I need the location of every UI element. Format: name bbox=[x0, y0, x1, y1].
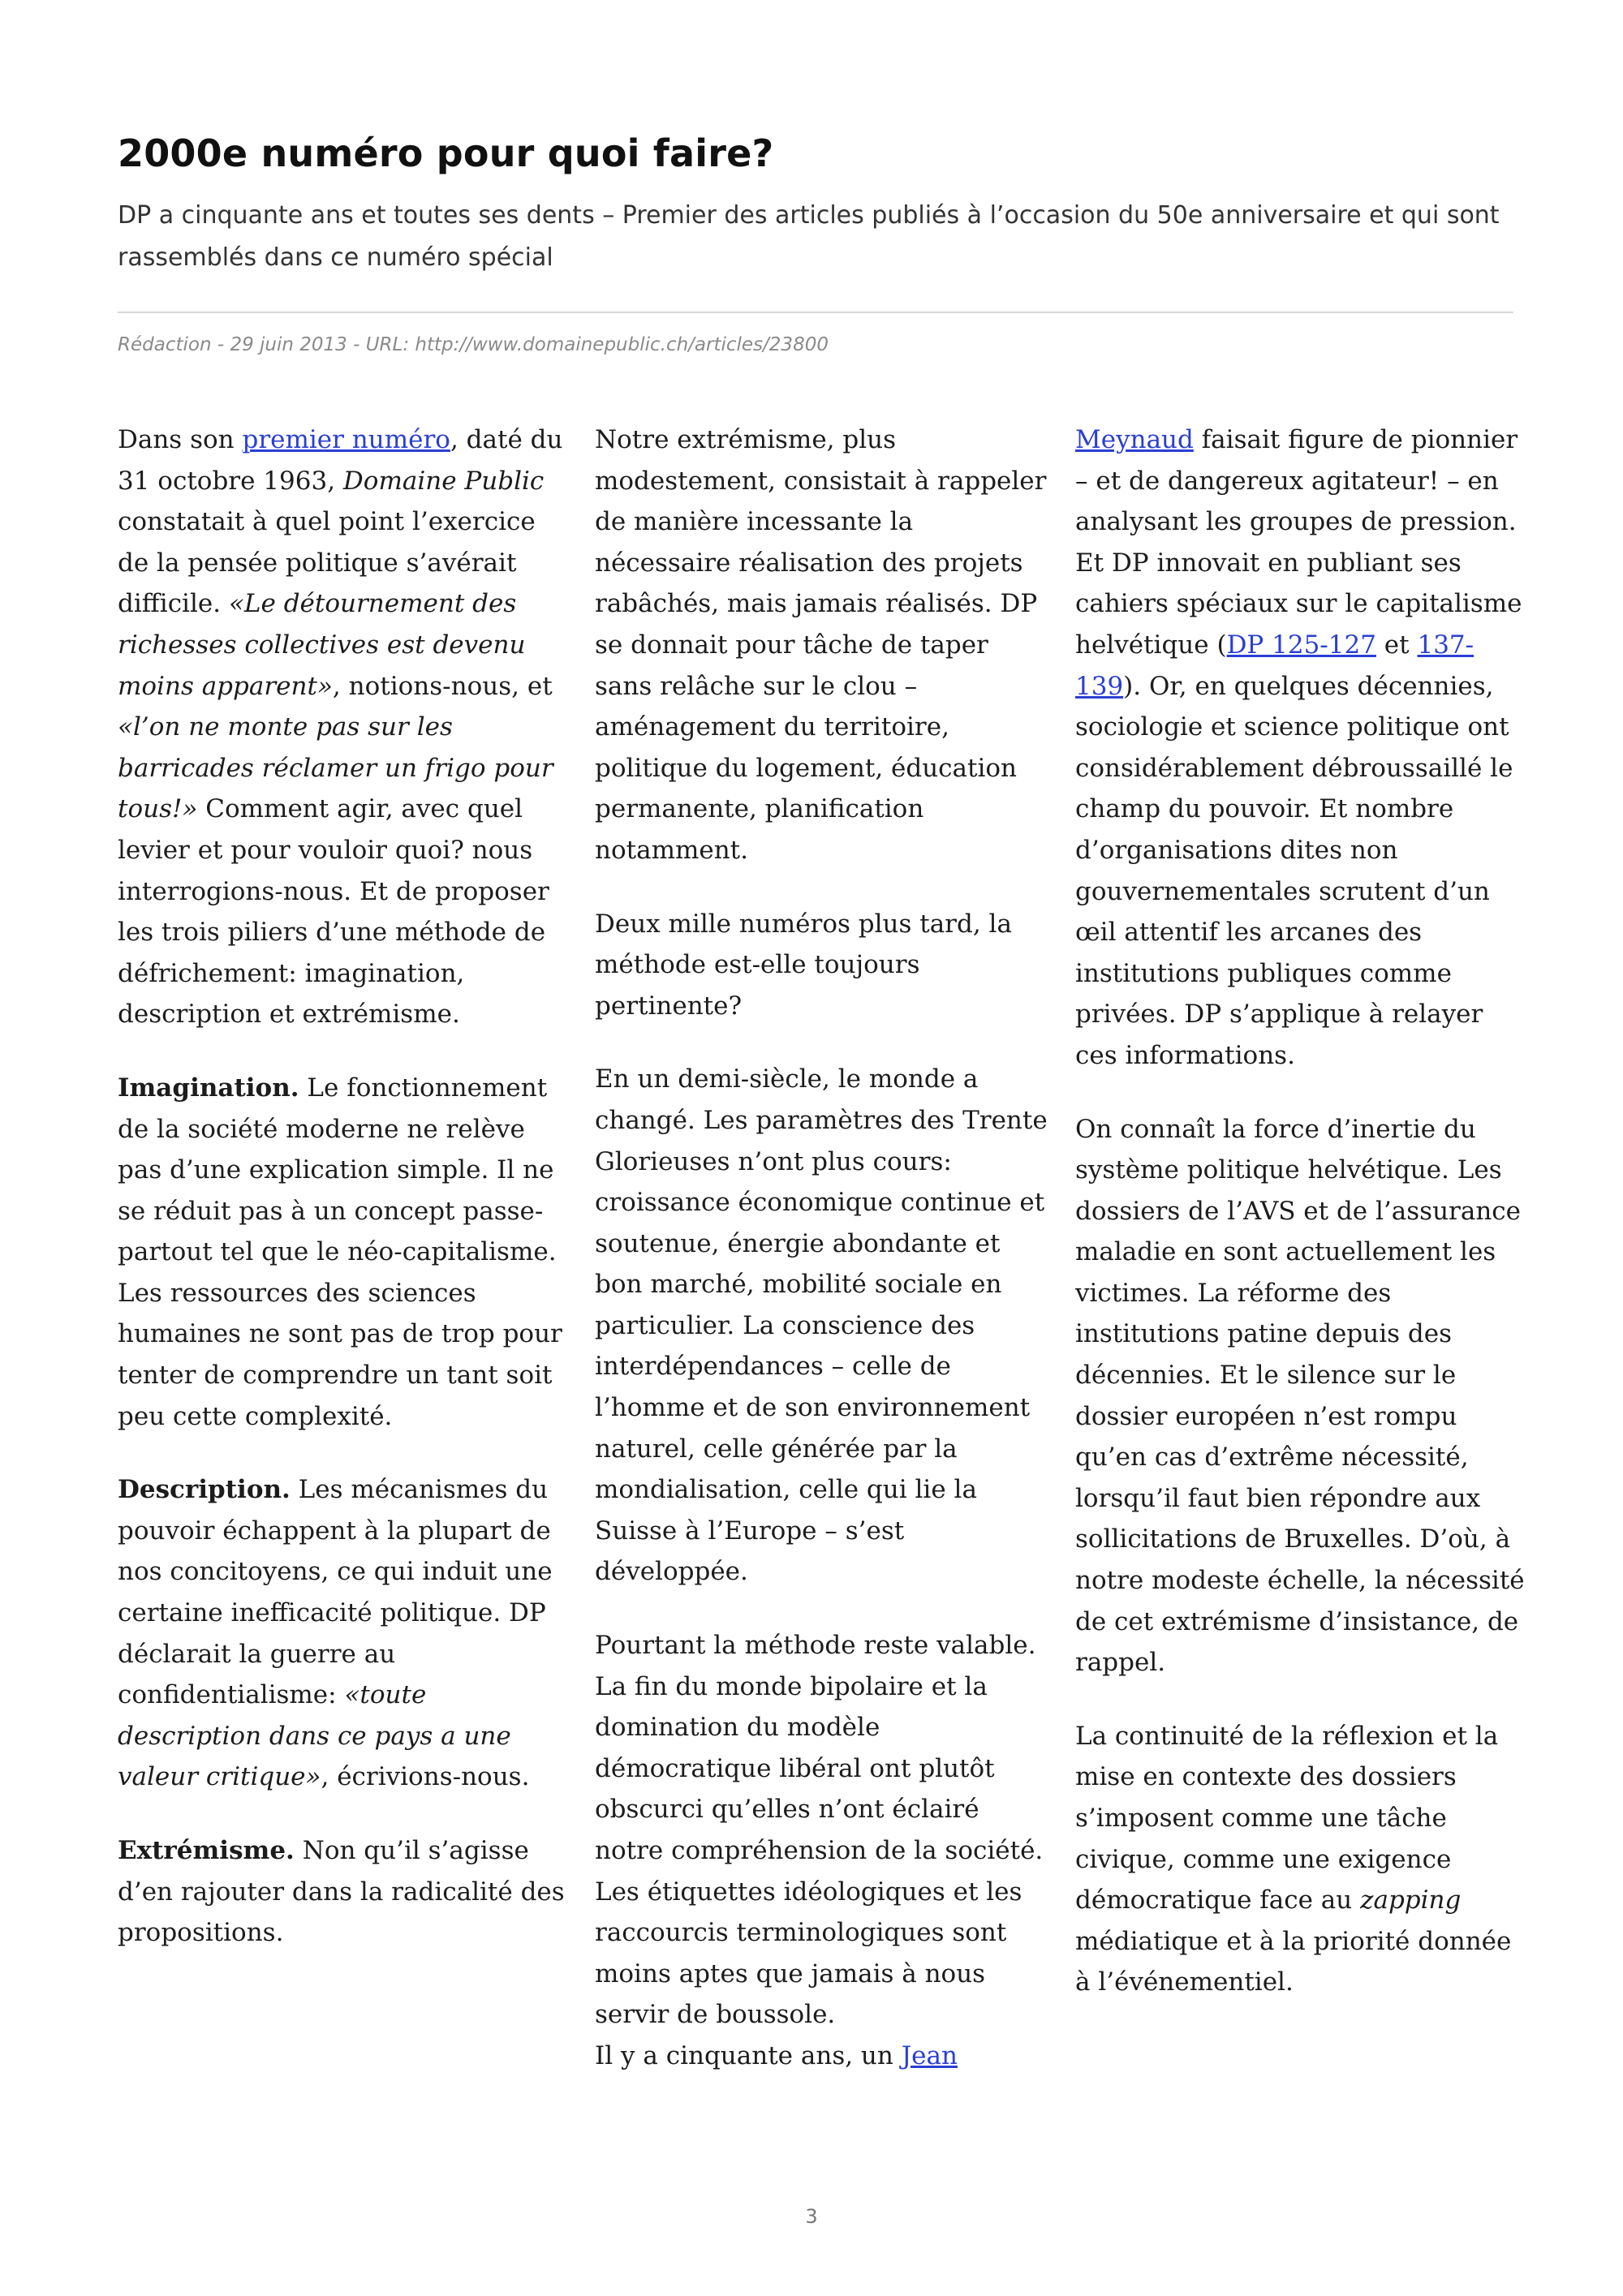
paragraph-intro bbox=[118, 419, 572, 1035]
text-run: La continuité de la réflexion et la mise en contexte des dossiers s’imposent comme une tâche civique, comme une exigence démocratique face au bbox=[1075, 1721, 1499, 1915]
text-run: Pourtant la méthode reste valable. La fin du monde bipolaire et la domination du modèle démocratique libéral ont plutôt obscurci qu’elles n’ont éclairé notre compréhension de la société. Les étiquettes idéologiques et les raccourcis terminologiques sont moins aptes que jamais à nous servir de boussole. bbox=[595, 1631, 1044, 2030]
jean-meynaud-link-part2[interactable]: Meynaud bbox=[1075, 425, 1194, 454]
text-run: Non qu’il s’agisse d’en rajouter dans la radicalité des propositions. bbox=[118, 1836, 565, 1948]
article-subtitle: DP a cinquante ans et toutes ses dents – Premier des articles publiés à l’occasion du 50e anniversaire et qui sont rassemblés dans ce numéro spécial bbox=[118, 201, 1500, 272]
paragraph-question: Deux mille numéros plus tard, la méthode est-elle toujours pertinente? bbox=[595, 909, 1012, 1021]
text-run: , écrivions-nous. bbox=[321, 1762, 530, 1792]
paragraph-inertie: On connaît la force d’inertie du système politique helvétique. Les dossiers de l’AVS et de l’assurance maladie en sont actuellement les victimes. La réforme des institutions patine depuis des décennies. Et le silence sur le dossier européen n’est rompu qu’en cas d’extrême nécessité, lorsqu’il faut bien répondre aux sollicitations de Bruxelles. D’où, à notre modeste échelle, la nécessité de cet extrémisme d’insistance, de rappel. bbox=[1075, 1114, 1525, 1678]
dp-125-127-link[interactable]: DP 125-127 bbox=[1226, 630, 1376, 660]
text-run: et bbox=[1375, 630, 1418, 660]
section-lead: Description. bbox=[118, 1475, 291, 1505]
text-run: ). Or, en quelques décennies, sociologie et science politique ont considérablement débroussaillé le champ du pouvoir. Et nombre d’organisations dites non gouvernementales scrutent d’un œil attentif les arcanes des institutions publiques comme privées. DP s’applique à relayer ces informations. bbox=[1075, 671, 1513, 1070]
publication-name: Domaine Public bbox=[342, 466, 545, 496]
section-lead: Imagination. bbox=[118, 1073, 299, 1103]
text-column-1 bbox=[118, 419, 572, 1954]
text-run: Comment agir, avec quel levier et pour vouloir quoi? nous interrogions-nous. Et de proposer les trois piliers d’une méthode de défrichement: imagination, description et extrémisme. bbox=[118, 794, 549, 1030]
header-divider bbox=[118, 312, 1513, 313]
section-lead: Extrémisme. bbox=[118, 1836, 295, 1865]
text-column-2 bbox=[595, 419, 1049, 2077]
quote: «toute description dans ce pays a une valeur critique» bbox=[118, 1680, 511, 1792]
paragraph-continuite bbox=[1075, 1716, 1530, 2003]
premier-numero-link[interactable]: premier numéro bbox=[242, 425, 450, 454]
paragraph-monde-change: En un demi-siècle, le monde a changé. Les paramètres des Trente Glorieuses n’ont plus cours: croissance économique continue et soutenue, énergie abondante et bon marché, mobilité sociale en particulier. La conscience des interdépendances – celle de l’homme et de son environnement naturel, celle générée par la mondialisation, celle qui lie la Suisse à l’Europe – s’est développée. bbox=[595, 1064, 1048, 1587]
text-run: Les mécanismes du pouvoir échappent à la plupart de nos concitoyens, ce qui induit une certaine inefficacité politique. DP déclarait la guerre au confidentialisme: bbox=[118, 1475, 553, 1710]
dp-137-139-link[interactable]: 137-139 bbox=[1075, 630, 1474, 701]
emphasis: zapping bbox=[1360, 1885, 1462, 1915]
paragraph-extremisme-continued: Notre extrémisme, plus modestement, consistait à rappeler de manière incessante la nécessaire réalisation des projets rabâchés, mais jamais réalisés. DP se donnait pour tâche de taper sans relâche sur le clou – aménagement du territoire, politique du logement, éducation permanente, planification notamment. bbox=[595, 425, 1047, 865]
quote: «l’on ne monte pas sur les barricades réclamer un frigo pour tous!» bbox=[118, 712, 553, 824]
text-run: faisait figure de pionnier – et de dangereux agitateur! – en analysant les groupes de pression. Et DP innovait en publiant ses cahiers spéciaux sur le capitalisme helvétique ( bbox=[1075, 425, 1522, 660]
paragraph-description bbox=[118, 1469, 572, 1798]
text-run: Il y a cinquante ans, un bbox=[595, 2040, 902, 2070]
paragraph-extremisme bbox=[118, 1830, 572, 1954]
article-meta: Rédaction - 29 juin 2013 - URL: http://www.domainepublic.ch/articles/23800 bbox=[118, 334, 829, 355]
paragraph-methode-valable bbox=[595, 1625, 1049, 2077]
text-run: , notions-nous, et bbox=[332, 671, 553, 701]
text-run: , daté du 31 octobre 1963, bbox=[118, 425, 563, 496]
text-run: médiatique et à la priorité donnée à l’événementiel. bbox=[1075, 1926, 1512, 1997]
text-column-3 bbox=[1075, 419, 1530, 2003]
text-run: constatait à quel point l’exercice de la pensée politique s’avérait difficile. bbox=[118, 507, 536, 619]
page-number: 3 bbox=[805, 2205, 818, 2228]
text-run: Dans son bbox=[118, 425, 243, 454]
quote: «Le détournement des richesses collectives est devenu moins apparent» bbox=[118, 589, 526, 701]
paragraph-meynaud bbox=[1075, 419, 1530, 1077]
text-run: Le fonctionnement de la société moderne ne relève pas d’une explication simple. Il ne se réduit pas à un concept passe-partout tel que le néo-capitalisme. Les ressources des sciences humaines ne sont pas de trop pour tenter de comprendre un tant soit peu cette complexité. bbox=[118, 1073, 562, 1431]
paragraph-imagination bbox=[118, 1068, 572, 1437]
jean-meynaud-link-part1[interactable]: Jean bbox=[901, 2040, 958, 2070]
article-title: 2000e numéro pour quoi faire? bbox=[118, 131, 774, 175]
